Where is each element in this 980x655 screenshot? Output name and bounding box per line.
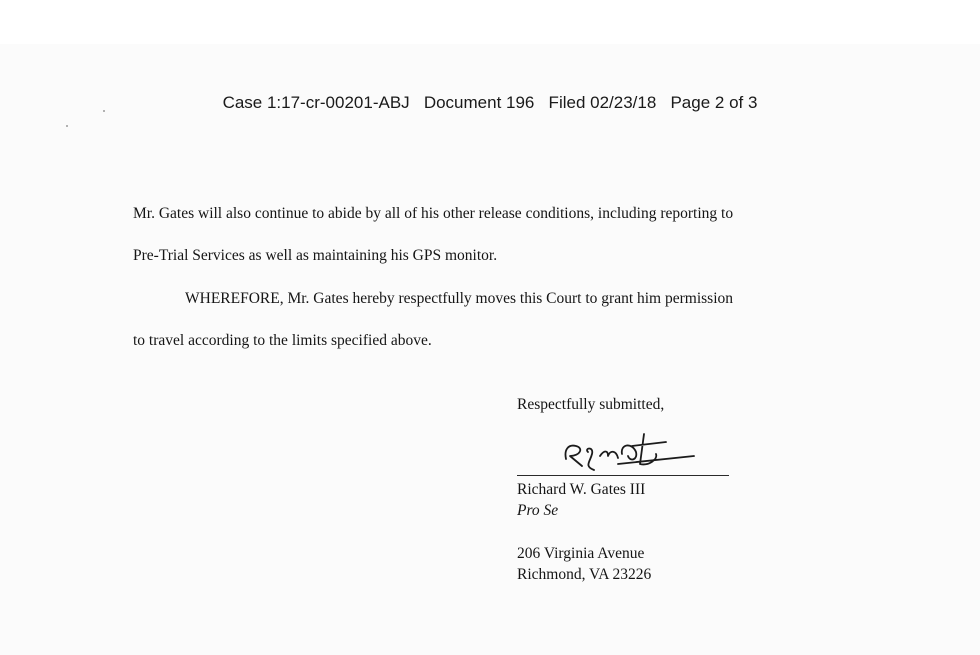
body-paragraph-1-line-2: Pre-Trial Services as well as maintaining his GPS monitor. (133, 247, 498, 264)
signature-line (517, 475, 729, 476)
body-paragraph-2-line-2: to travel according to the limits specified above. (133, 332, 432, 349)
closing-text: Respectfully submitted, (517, 396, 665, 413)
handwritten-signature (548, 426, 698, 472)
scan-speck (66, 125, 68, 127)
body-paragraph-1-line-1: Mr. Gates will also continue to abide by all of his other release conditions, including reporting to (133, 205, 734, 222)
scan-speck (103, 110, 105, 112)
case-header: Case 1:17-cr-00201-ABJ Document 196 Filed 02/23/18 Page 2 of 3 (222, 93, 758, 112)
page-top-margin (0, 0, 980, 44)
address-line-2: Richmond, VA 23226 (517, 566, 652, 583)
signer-name: Richard W. Gates III (517, 481, 646, 498)
signer-designation: Pro Se (517, 502, 559, 519)
address-line-1: 206 Virginia Avenue (517, 545, 645, 562)
body-paragraph-2-line-1: WHEREFORE, Mr. Gates hereby respectfully moves this Court to grant him permission (185, 290, 734, 307)
